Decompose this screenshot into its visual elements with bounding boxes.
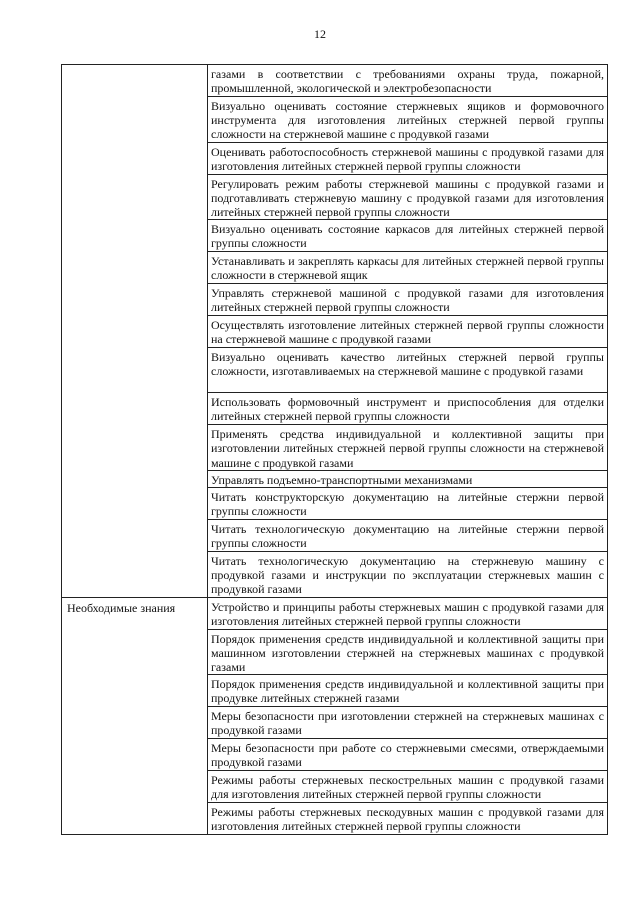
skill-cell xyxy=(208,348,608,393)
skill-text: Регулировать режим работы стержневой машины с продувкой газами и подготавливать стержневую машину с продувкой газами для изготовления литейных стержней первой группы сложности xyxy=(211,176,604,220)
skill-cell xyxy=(208,316,608,348)
skill-cell xyxy=(208,174,608,220)
skill-text: Устанавливать и закреплять каркасы для литейных стержней первой группы сложности в стержневой ящик xyxy=(211,254,604,283)
knowledge-cell xyxy=(208,597,608,629)
skill-cell xyxy=(208,284,608,316)
page-number: 12 xyxy=(314,27,326,41)
skill-text: Читать технологическую документацию на литейные стержни первой группы сложности xyxy=(211,522,604,551)
knowledge-text: Порядок применения средств индивидуальной и коллективной защиты при продувке литейных стержней газами xyxy=(211,677,604,706)
table-row xyxy=(62,65,608,97)
knowledge-cell xyxy=(208,675,608,707)
skill-text: Управлять стержневой машиной с продувкой газами для изготовления литейных стержней первой группы сложности xyxy=(211,286,604,315)
knowledge-text: Устройство и принципы работы стержневых машин с продувкой газами для изготовления литейных стержней первой группы сложности xyxy=(211,599,604,628)
knowledge-text: Порядок применения средств индивидуальной и коллективной защиты при машинном изготовлении стержней на стержневых машинах с продувкой газами xyxy=(211,631,604,675)
knowledge-text: Режимы работы стержневых пескодувных машин с продувкой газами для изготовления литейных стержней первой группы сложности xyxy=(211,805,604,834)
skill-cell xyxy=(208,220,608,252)
skill-text: Использовать формовочный инструмент и приспособления для отделки литейных стержней первой группы сложности xyxy=(211,395,604,424)
skills-label-cell xyxy=(62,65,208,598)
knowledge-cell xyxy=(208,771,608,803)
knowledge-cell xyxy=(208,803,608,835)
knowledge-cell xyxy=(208,629,608,675)
knowledge-cell xyxy=(208,739,608,771)
skill-cell xyxy=(208,470,608,487)
knowledge-text: Режимы работы стержневых пескострельных машин с продувкой газами для изготовления литейных стержней первой группы сложности xyxy=(211,773,604,802)
skill-cell xyxy=(208,552,608,598)
table-row xyxy=(62,597,608,629)
skill-cell xyxy=(208,65,608,97)
skill-text: Визуально оценивать состояние каркасов для литейных стержней первой группы сложности xyxy=(211,222,604,251)
knowledge-text: Меры безопасности при работе со стержневыми смесями, отверждаемыми продувкой газами xyxy=(211,741,604,770)
skill-text: Читать конструкторскую документацию на литейные стержни первой группы сложности xyxy=(211,490,604,519)
skill-text: Управлять подъемно-транспортными механизмами xyxy=(211,472,473,487)
skill-text: Читать технологическую документацию на стержневую машину с продувкой газами и инструкции по эксплуатации стержневых машин с продувкой газами xyxy=(211,554,604,597)
skill-cell xyxy=(208,393,608,425)
skill-cell xyxy=(208,520,608,552)
skill-text: Осуществлять изготовление литейных стержней первой группы сложности на стержневой машине с продувкой газами xyxy=(211,318,604,347)
skill-text: Визуально оценивать состояние стержневых ящиков и формовочного инструмента для изготовления литейных стержней первой группы сложности на стержневой машине с продувкой газами xyxy=(211,99,604,142)
skill-cell xyxy=(208,425,608,471)
skill-cell xyxy=(208,488,608,520)
skill-text: Применять средства индивидуальной и коллективной защиты при изготовлении литейных стержней первой группы сложности на стержневой машине с продувкой газами xyxy=(211,427,604,470)
skill-text: газами в соответствии с требованиями охраны труда, пожарной, промышленной, экологической и электробезопасности xyxy=(211,67,604,96)
knowledge-label-cell xyxy=(62,597,208,835)
knowledge-label: Необходимые знания xyxy=(67,600,176,615)
skill-cell xyxy=(208,142,608,174)
knowledge-text: Меры безопасности при изготовлении стержней на стержневых машинах с продувкой газами xyxy=(211,709,604,738)
qualification-table xyxy=(61,64,608,835)
knowledge-cell xyxy=(208,707,608,739)
skill-cell xyxy=(208,97,608,143)
skill-text: Оценивать работоспособность стержневой машины с продувкой газами для изготовления литейных стержней первой группы сложности xyxy=(211,144,604,173)
skill-text: Визуально оценивать качество литейных стержней первой группы сложности, изготавливаемых на стержневой машине с продувкой газами xyxy=(211,350,604,379)
skill-cell xyxy=(208,252,608,284)
